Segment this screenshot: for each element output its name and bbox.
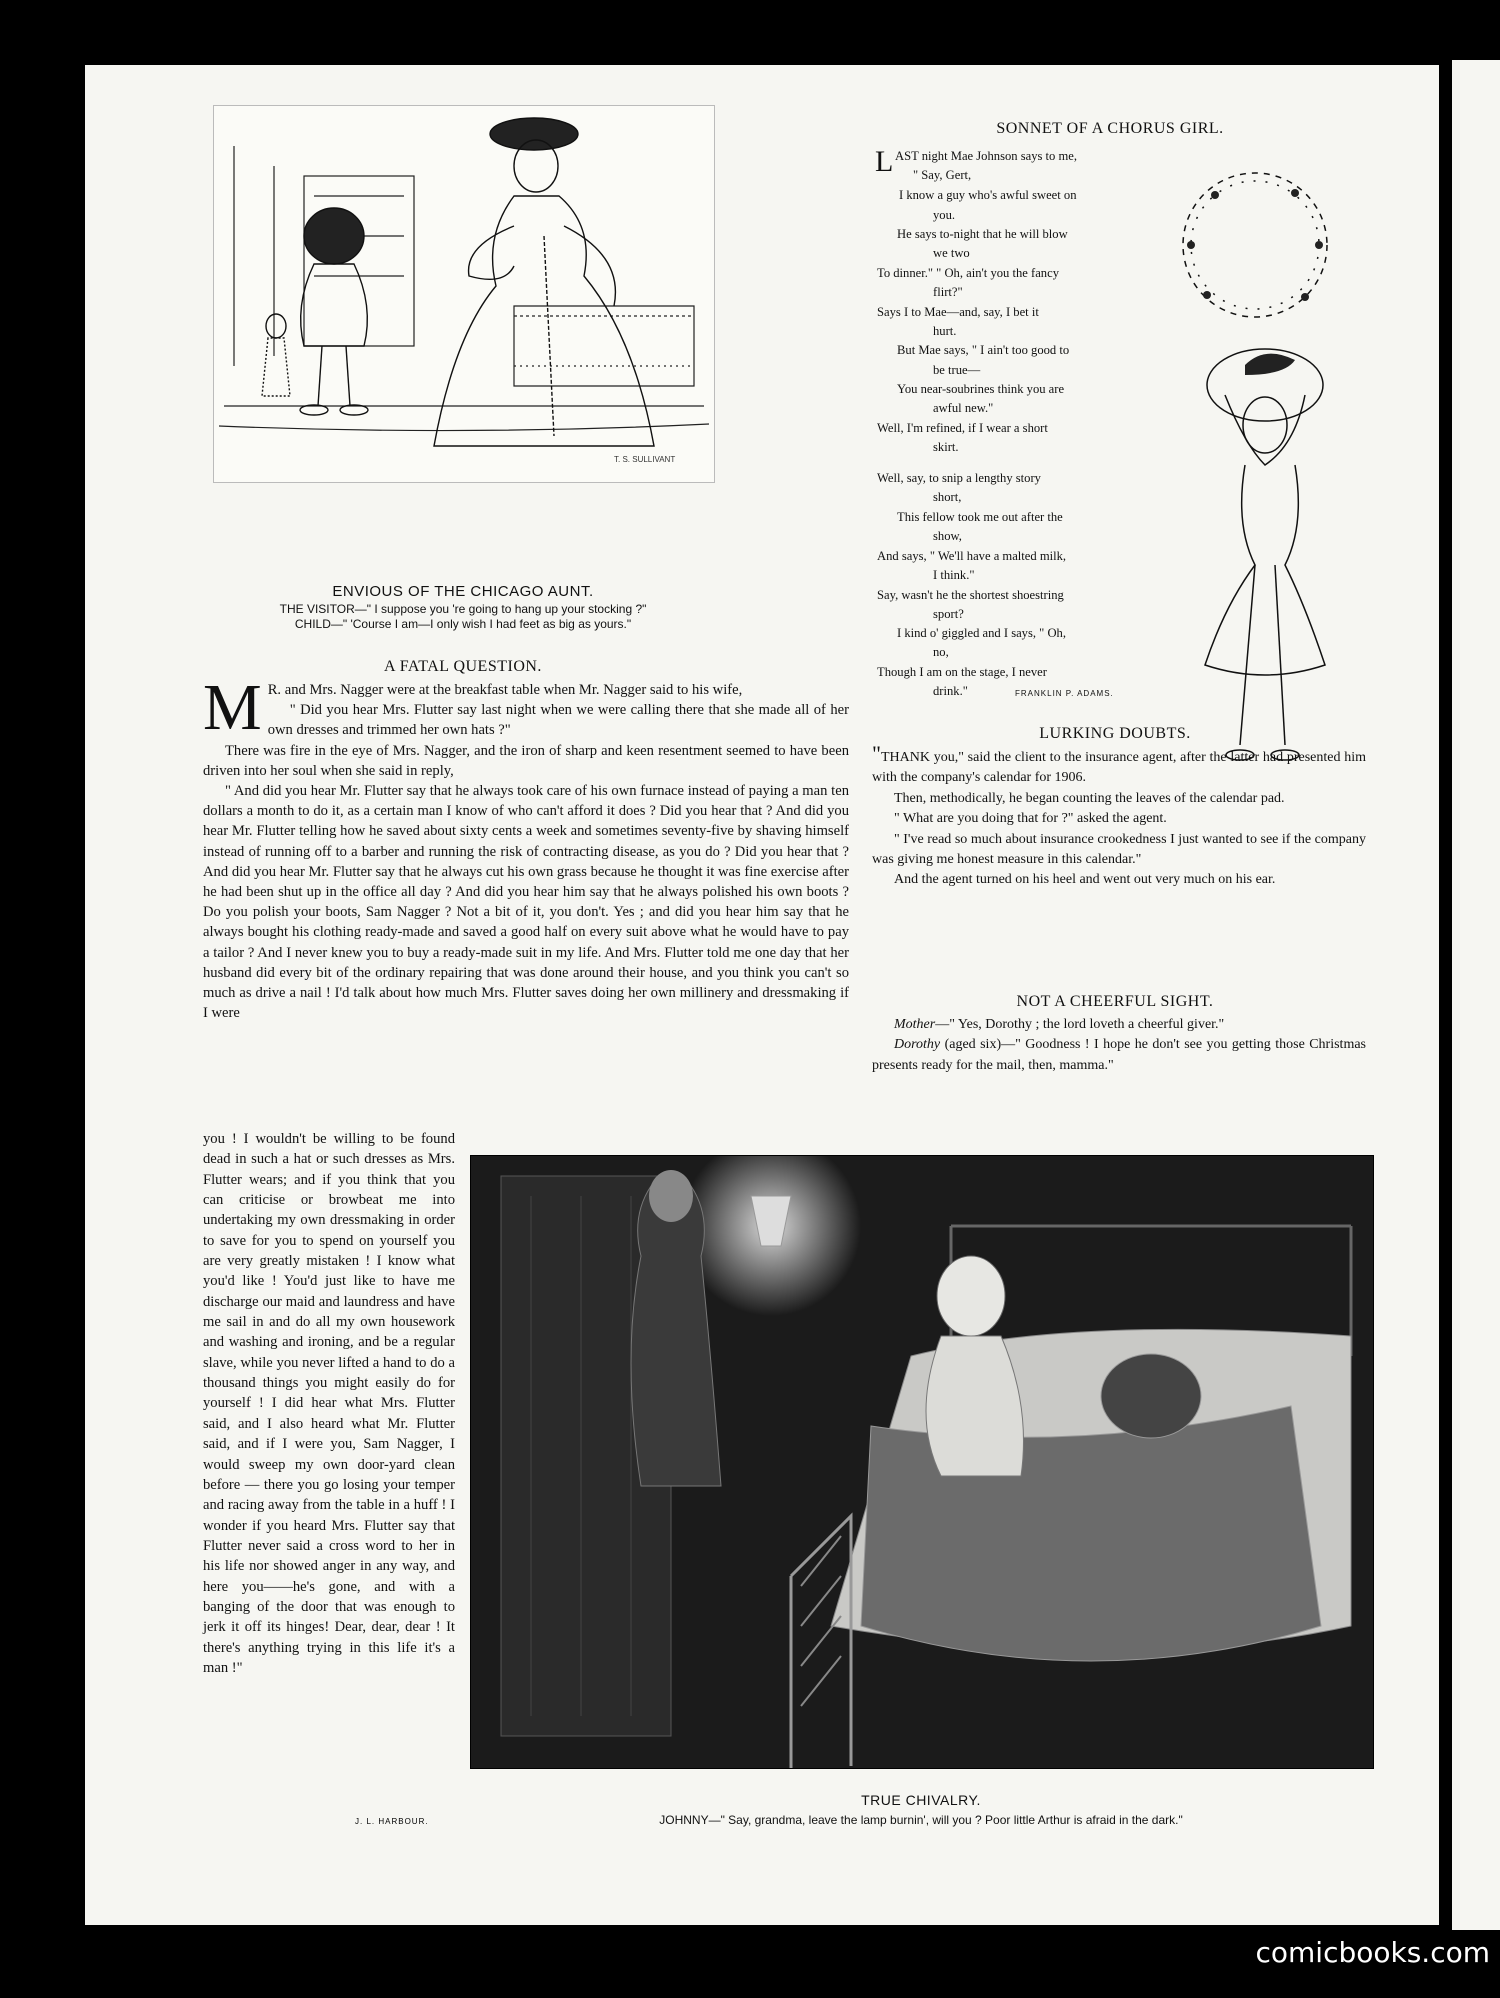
author-adams: FRANKLIN P. ADAMS.: [1015, 689, 1114, 698]
paragraph-4: " And did you hear Mr. Flutter say that he always took care of his own furnace instead of paying a man ten dollars a month to do it, as a certain man I know of who can't afford it does ? Did you hear that ? And did you hear Mr. Flutter telling how he saved about sixty cents a week and sometimes seventy-five by shaving himself instead of running off to a barber and running the risk of contracting disease, as you do ? Did you hear that ? And did you hear Mr. Flutter say that he always cut his own grass because he thought it was fine exercise after he had been shut up in the office all day ? And did you hear him say that he always polished his own boots ? Do you polish your boots, Sam Nagger ? Not a bit of it, you don't. Yes ; and did you hear him say that he always bought his clothing ready-made and saved a good half on every suit above what he would have to pay a tailor ? And I never knew you to buy a ready-made suit in my life. And Mrs. Flutter told me one day that her husband did every bit of the ordinary repairing that was done around their house, and you think you can't so much as drive a nail ! I'd talk about how much Mrs. Flutter saves doing her own millinery and dressmaking if I were: [203, 783, 849, 1022]
dorothy-line: (aged six)—" Goodness ! I hope he don't see you getting those Christmas presents ready for the mail, then, mamma.": [872, 1037, 1366, 1073]
poem-line: Well, I'm refined, if I wear a short: [877, 421, 1048, 435]
poem-line: flirt?": [933, 285, 963, 299]
paragraph-2: " Did you hear Mrs. Flutter say last night when we were calling there that she made all of her own dresses and trimmed her own hats ?": [267, 702, 849, 739]
poem-line: Though I am on the stage, I never: [877, 665, 1047, 679]
illustration-chicago-aunt: [213, 105, 715, 483]
heading-fatal-question: A FATAL QUESTION.: [384, 658, 542, 675]
story-continued-text: you ! I wouldn't be willing to be found dead in such a hat or such dresses as Mrs. Flutter wears; and if you think that you can criticise or browbeat me into undertaking my own dressmaking in order to save for you to spend on yourself you are very greatly mistaken ! I know what you'd like ! You'd just like to have me discharge our maid and laundress and have me sail in and do all my own housework and washing and ironing, and be a regular slave, while you never lifted a hand to do a thousand things you might easily do for yourself ! I did hear what Mrs. Flutter said, and I also heard what Mr. Flutter said, and if I were you, Sam Nagger, I would sweep my own door-yard clean before — there you go losing your temper and racing away from the table in a huff ! I wonder if you heard Mrs. Flutter say that Flutter never said a cross word to her in his life nor showed anger in any way, and here you——he's gone, and with a banging of the door that was enough to jerk it off its hinges! Dear, dear, dear ! It there's anything trying in this life it's a man !": [203, 1131, 455, 1676]
poem-line: I think.": [933, 568, 975, 582]
author-harbour: J. L. HARBOUR.: [355, 1817, 429, 1826]
illustration-true-chivalry: [470, 1155, 1374, 1769]
poem-line: be true—: [933, 363, 981, 377]
poem-line: drink.": [933, 684, 968, 698]
poem-line: short,: [933, 490, 962, 504]
poem-line: I know a guy who's awful sweet on: [899, 188, 1077, 202]
poem-dropcap-l: L: [875, 145, 894, 178]
magazine-page: [85, 65, 1439, 1925]
poem-line: awful new.": [933, 401, 994, 415]
caption-line-child: CHILD—" 'Course I am—I only wish I had feet as big as yours.": [294, 617, 632, 631]
caption-johnny: JOHNNY—" Say, grandma, leave the lamp burnin', will you ? Poor little Arthur is afraid in the dark.": [659, 1813, 1183, 1827]
cheerful-mother: [872, 1015, 1366, 1035]
story-continued-column: [203, 1129, 455, 1678]
speaker-mother: Mother: [894, 1017, 936, 1032]
poem-line: AST night Mae Johnson says to me,: [895, 149, 1078, 163]
poem-line: This fellow took me out after the: [897, 510, 1063, 524]
poem-line: I kind o' giggled and I says, " Oh,: [897, 626, 1067, 640]
poem-line: To dinner." " Oh, ain't you the fancy: [877, 266, 1059, 280]
chorus-girl-drawing: [1145, 145, 1365, 785]
cheerful-dorothy: [872, 1035, 1366, 1076]
poem-line: no,: [933, 645, 949, 659]
poem-line: hurt.: [933, 324, 957, 338]
artist-signature: T. S. SULLIVANT: [614, 455, 676, 464]
paragraph-3: There was fire in the eye of Mrs. Nagger, and the iron of sharp and keen resentment seemed to have been driven into her soul when she said in reply,: [203, 742, 849, 779]
doubts-p2: Then, methodically, he began counting the leaves of the calendar pad.: [894, 790, 1285, 806]
poem-line: Says I to Mae—and, say, I bet it: [877, 305, 1039, 319]
doubts-p4: " I've read so much about insurance crookedness I just wanted to see if the company was giving me honest measure in this calendar.": [872, 831, 1366, 868]
story-lurking-doubts: [872, 741, 1366, 891]
watermark: comicbooks.com: [1255, 1936, 1490, 1969]
doubts-p3: " What are you doing that for ?" asked the agent.: [894, 811, 1167, 827]
open-quote: ": [872, 741, 881, 766]
poem-line: Say, wasn't he the shortest shoestring: [877, 588, 1064, 602]
adjacent-page-edge: [1452, 60, 1500, 1930]
story-cheerful-sight: [872, 1015, 1366, 1076]
illustration-chorus-girl: [1145, 145, 1365, 785]
doubts-p1-text: THANK you," said the client to the insurance agent, after the latter had presented him with the company's calendar for 1906.: [872, 750, 1366, 786]
caption-title-true-chivalry: TRUE CHIVALRY.: [861, 1792, 981, 1808]
poem-line: Well, say, to snip a lengthy story: [877, 471, 1041, 485]
heading-sonnet: SONNET OF A CHORUS GIRL.: [996, 120, 1224, 137]
caption-title-chicago-aunt: ENVIOUS OF THE CHICAGO AUNT.: [332, 583, 594, 600]
poem-line: He says to-night that he will blow: [897, 227, 1068, 241]
mother-line: —" Yes, Dorothy ; the lord loveth a cheerful giver.": [935, 1017, 1225, 1032]
story-fatal-question: [203, 671, 849, 1023]
poem-line: you.: [933, 208, 956, 222]
doubts-p5: And the agent turned on his heel and went out very much on his ear.: [894, 872, 1276, 888]
true-chivalry-drawing: [471, 1156, 1373, 1768]
poem-line: " Say, Gert,: [913, 168, 972, 182]
poem-line: we two: [933, 246, 970, 260]
heading-cheerful-sight: NOT A CHEERFUL SIGHT.: [1016, 993, 1214, 1010]
dropcap-m: M: [203, 671, 262, 744]
caption-line-visitor: THE VISITOR—" I suppose you 're going to hang up your stocking ?": [279, 602, 647, 616]
poem-line: sport?: [933, 607, 964, 621]
paragraph-1: R. and Mrs. Nagger were at the breakfast table when Mr. Nagger said to his wife,: [267, 682, 743, 698]
poem-line: But Mae says, " I ain't too good to: [897, 343, 1070, 357]
heading-lurking-doubts: LURKING DOUBTS.: [1039, 725, 1191, 742]
poem-line: show,: [933, 529, 962, 543]
doubts-p1: [872, 741, 1366, 789]
speaker-dorothy: Dorothy: [894, 1037, 941, 1053]
poem-line: You near-soubrines think you are: [897, 382, 1065, 396]
poem-line: And says, " We'll have a malted milk,: [877, 549, 1067, 563]
chicago-aunt-drawing: [214, 106, 714, 482]
poem-line: skirt.: [933, 440, 959, 454]
